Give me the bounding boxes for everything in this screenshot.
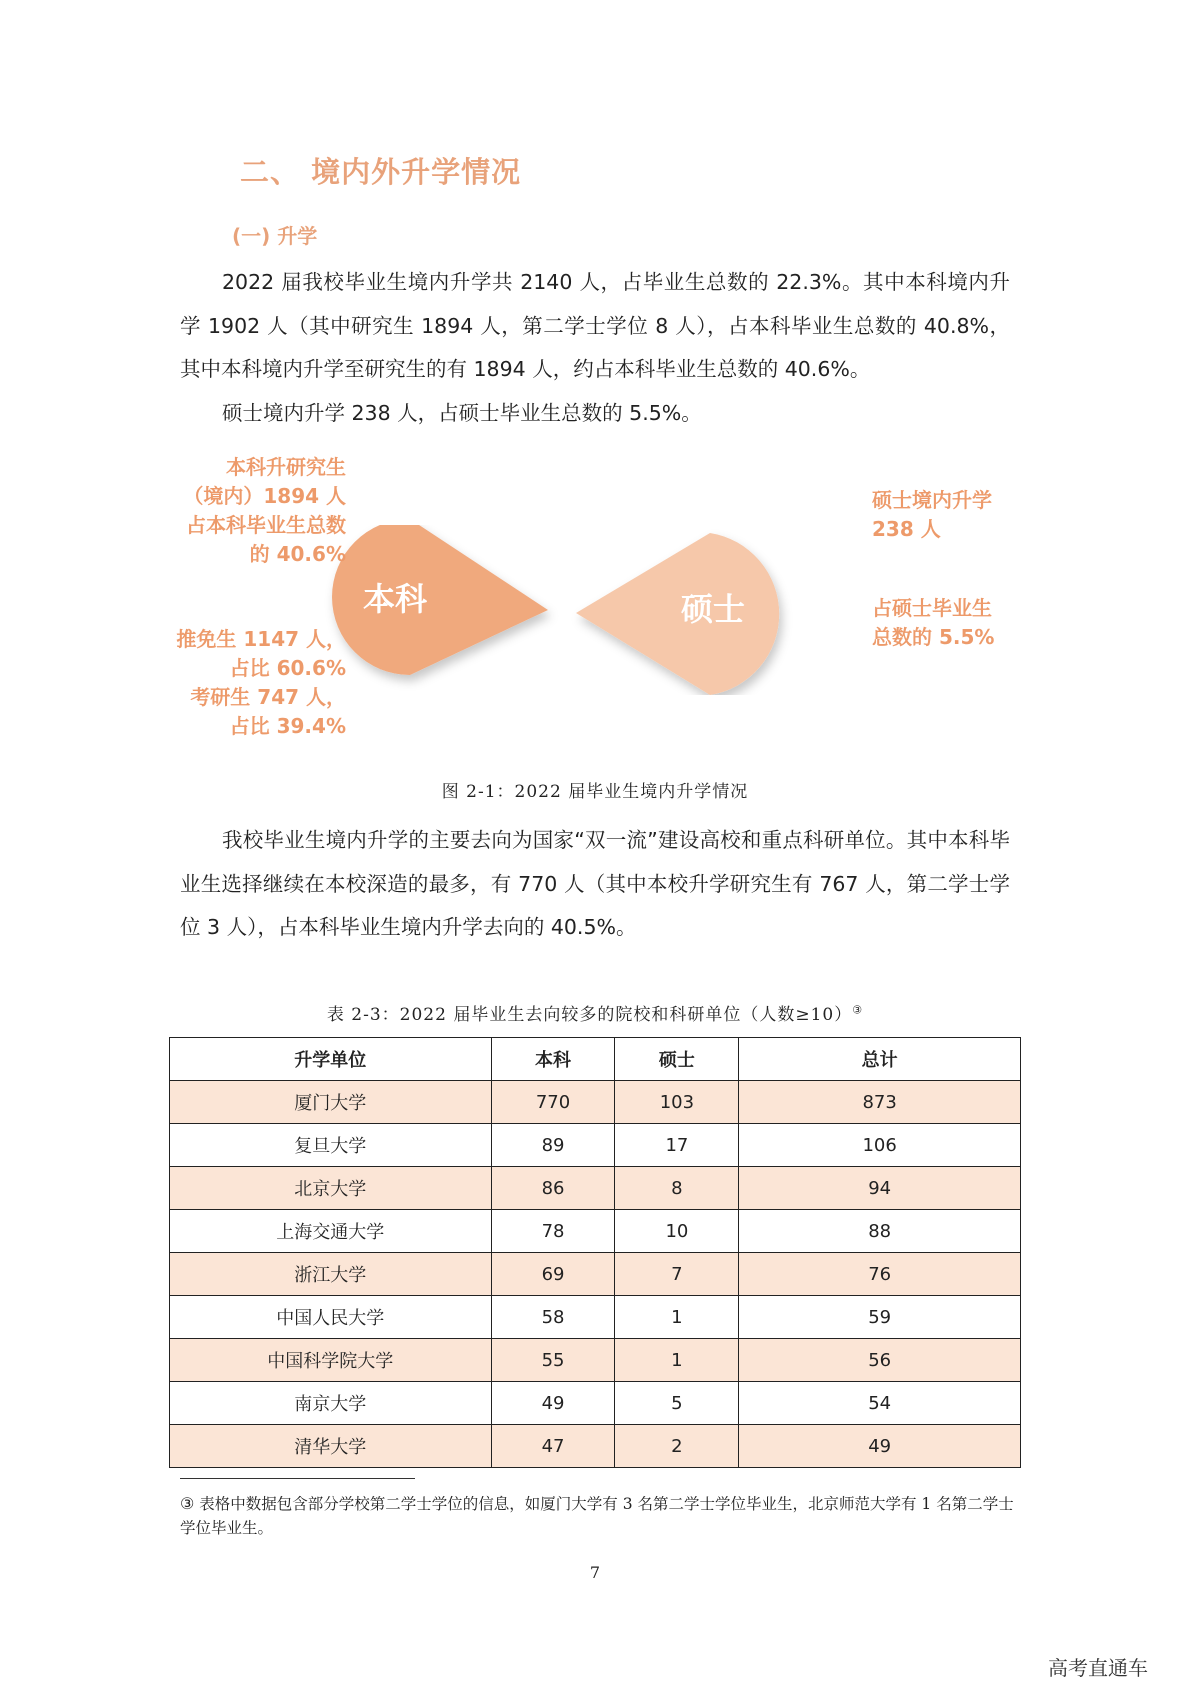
paragraph-undergrad-stats: 2022 届我校毕业生境内升学共 2140 人，占毕业生总数的 22.3%。其中本科境内升学 1902 人（其中研究生 1894 人，第二学士学位 8 人），占本科毕业生总数的 40.8%，其中本科境内升学至研究生的有 1894 人，约占本科毕业生总数的 40.6%。	[180, 270, 1010, 381]
table-caption-text: 表 2-3：2022 届毕业生去向较多的院校和科研单位（人数≥10）	[326, 1005, 853, 1025]
footnote-divider	[180, 1478, 415, 1479]
section-title: 二、 境内外升学情况	[240, 155, 522, 189]
master-percentage-annotation: 占硕士毕业生 总数的 5.5%	[872, 596, 995, 649]
header-institution: 升学单位	[170, 1038, 492, 1081]
table-row: 浙江大学 69 7 76	[170, 1253, 1021, 1296]
footnote-text: 表格中数据包含部分学校第二学士学位的信息，如厦门大学有 3 名第二学士学位毕业生，北京师范大学有 1 名第二学士学位毕业生。	[180, 1495, 1014, 1537]
enrollment-figure	[300, 525, 820, 695]
table-row: 清华大学 47 2 49	[170, 1425, 1021, 1468]
header-total: 总计	[739, 1038, 1021, 1081]
header-undergrad: 本科	[491, 1038, 615, 1081]
page-number: 7	[589, 1563, 601, 1582]
table-row: 复旦大学 89 17 106	[170, 1124, 1021, 1167]
destination-table	[169, 1037, 1021, 1468]
undergrad-postgrad-annotation: 本科升研究生 （境内）1894 人 占本科毕业生总数 的 40.6%	[183, 455, 346, 566]
figure-caption: 图 2-1：2022 届毕业生境内升学情况	[441, 782, 749, 802]
subsection-title: (一) 升学	[232, 224, 318, 248]
table-header-row	[170, 1038, 1021, 1081]
master-drop-shape	[576, 533, 779, 695]
header-master: 硕士	[615, 1038, 739, 1081]
footnote	[180, 1492, 1020, 1540]
table-caption	[0, 1000, 1190, 1025]
table-row: 中国科学院大学 55 1 56	[170, 1339, 1021, 1382]
paragraph-destinations: 我校毕业生境内升学的主要去向为国家“双一流”建设高校和重点科研单位。其中本科毕业生选择继续在本校深造的最多，有 770 人（其中本校升学研究生有 767 人，第二学士学位 3 人），占本科毕业生境内升学去向的 40.5%。	[180, 828, 1010, 939]
table-row: 厦门大学 770 103 873	[170, 1081, 1021, 1124]
table-row: 上海交通大学 78 10 88	[170, 1210, 1021, 1253]
recommended-exam-annotation: 推免生 1147 人， 占比 60.6% 考研生 747 人， 占比 39.4%	[176, 627, 346, 738]
paragraph-master-stats: 硕士境内升学 238 人，占硕士毕业生总数的 5.5%。	[222, 400, 702, 425]
watermark: 高考直通车	[1048, 1656, 1148, 1680]
destination-paragraph	[180, 819, 1010, 950]
master-enrollment-annotation: 硕士境内升学 238 人	[872, 488, 992, 541]
master-shape-label: 硕士	[680, 590, 746, 628]
table-row: 南京大学 49 5 54	[170, 1382, 1021, 1425]
footnote-marker: ③	[180, 1494, 195, 1513]
intro-paragraphs	[180, 261, 1010, 435]
table-row: 中国人民大学 58 1 59	[170, 1296, 1021, 1339]
undergraduate-shape-label: 本科	[362, 580, 428, 618]
table-caption-footnote-marker: ③	[852, 1003, 864, 1017]
table-row: 北京大学 86 8 94	[170, 1167, 1021, 1210]
